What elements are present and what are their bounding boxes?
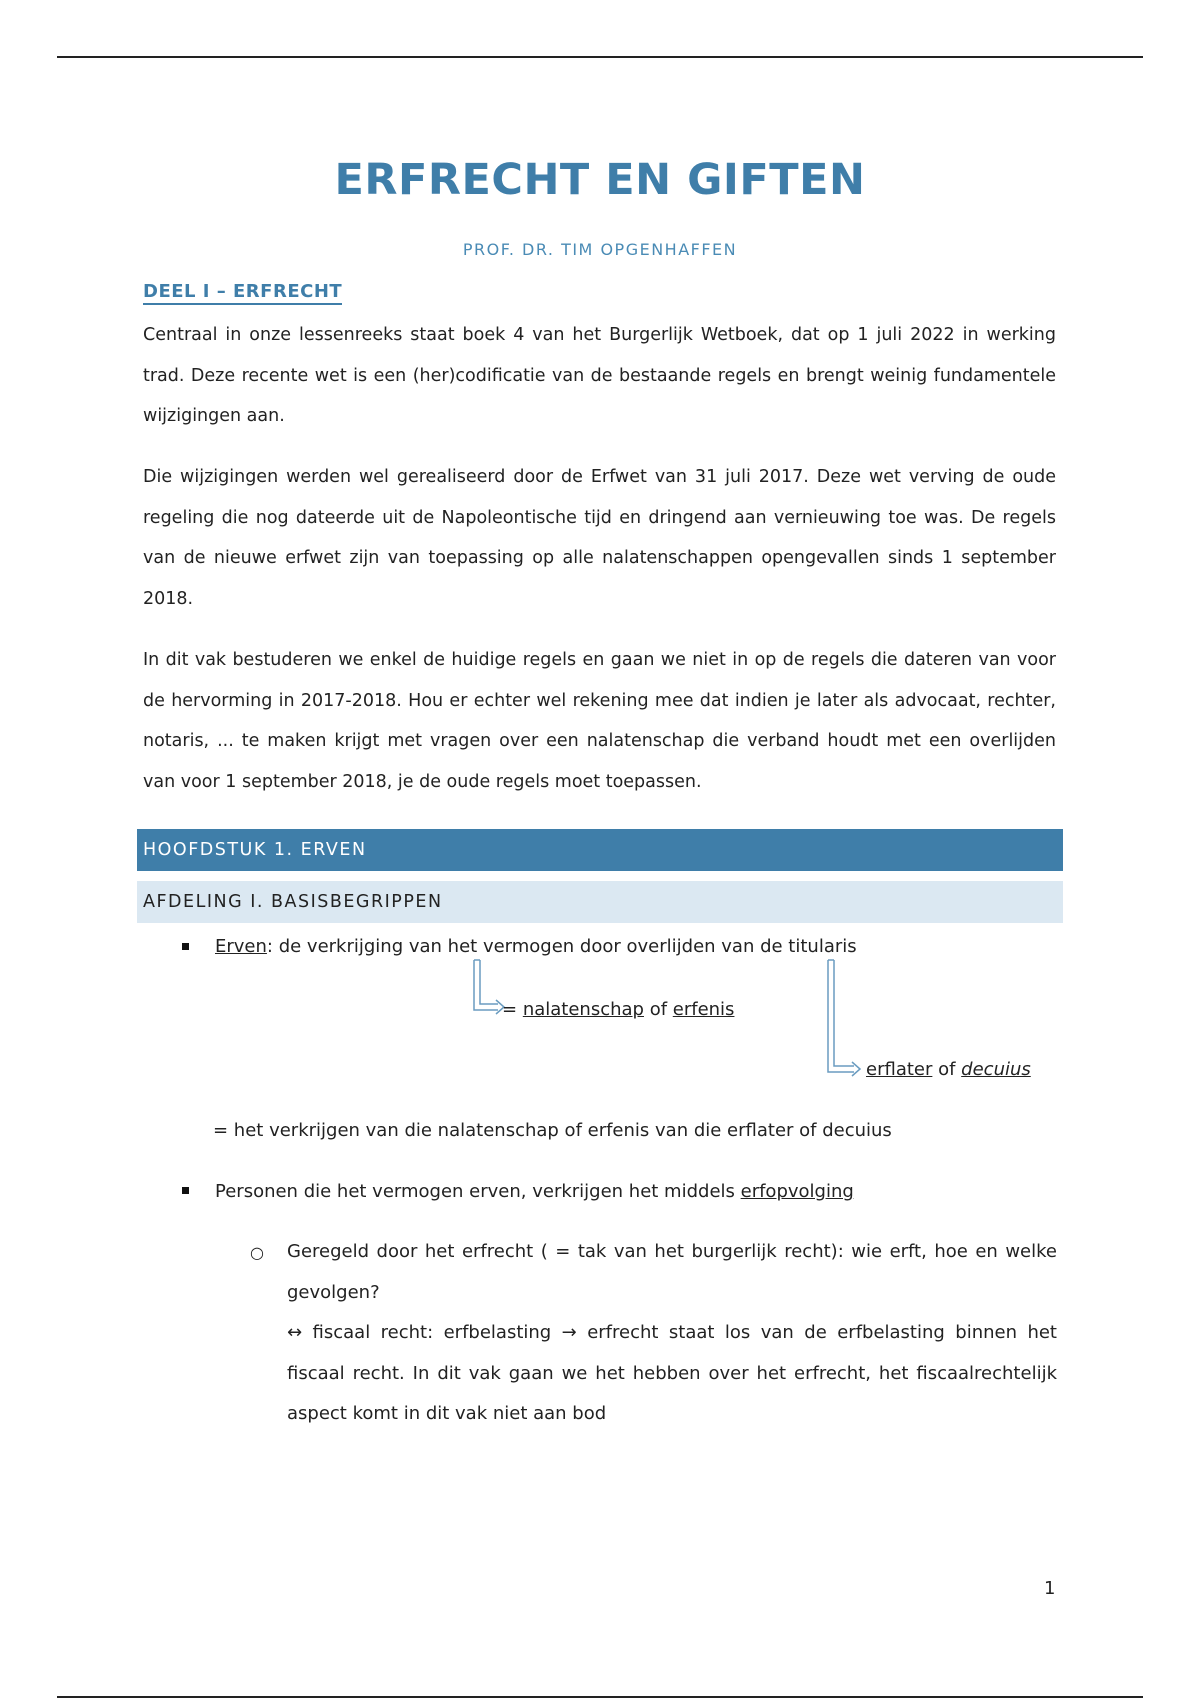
part-heading: DEEL I – ERFRECHT [143, 281, 342, 305]
circle-bullet-icon: ○ [250, 1243, 264, 1262]
square-bullet-icon [182, 943, 189, 950]
term-erven: Erven [215, 936, 267, 957]
arrow-erflater: erflater of decuius [866, 1059, 1031, 1080]
term-erfopvolging: erfopvolging [740, 1181, 854, 1202]
bent-arrow-icon [822, 958, 866, 1082]
section-heading: AFDELING I. BASISBEGRIPPEN [137, 881, 1063, 923]
bullet-erven [215, 935, 857, 959]
page-number: 1 [1044, 1578, 1056, 1599]
term-erfenis: erfenis [672, 999, 735, 1020]
header-rule [57, 56, 1143, 58]
paragraph-1: Centraal in onze lessenreeks staat boek 4 van het Burgerlijk Wetboek, dat op 1 juli 2022 in werking trad. Deze recente wet is een (her)codificatie van de bestaande regels en brengt weinig fundamentele wijzigingen aan. [143, 325, 1056, 426]
bullet-erfopvolging: Personen die het vermogen erven, verkrijgen het middels erfopvolging [215, 1181, 854, 1202]
erven-definition: : de verkrijging van het vermogen door overlijden van de titularis [266, 936, 857, 957]
chapter-heading: HOOFDSTUK 1. ERVEN [137, 829, 1063, 871]
term-decuius: decuius [961, 1059, 1031, 1080]
sub-bullet-line-2: ↔ fiscaal recht: erfbelasting → erfrecht staat los van de erfbelasting binnen het fiscaal recht. In dit vak gaan we het hebben over het erfrecht, het fiscaalrechtelijk aspect komt in dit vak niet aan bod [287, 1322, 1057, 1424]
document-author: PROF. DR. TIM OPGENHAFFEN [462, 240, 738, 259]
document-title: ERFRECHT EN GIFTEN [334, 155, 866, 205]
paragraph-3: In dit vak bestuderen we enkel de huidige regels en gaan we niet in op de regels die dateren van voor de hervorming in 2017-2018. Hou er echter wel rekening mee dat indien je later als advocaat, rechter, notaris, ... te maken krijgt met vragen over een nalatenschap die verband houdt met een overlijden van voor 1 september 2018, je de oude regels moet toepassen. [143, 650, 1056, 792]
sub-bullet-line-1: Geregeld door het erfrecht ( = tak van het burgerlijk recht): wie erft, hoe en welke gevolgen? [287, 1241, 1057, 1303]
paragraph-2: Die wijzigingen werden wel gerealiseerd door de Erfwet van 31 juli 2017. Deze wet verving de oude regeling die nog dateerde uit de Napoleontische tijd en dringend aan vernieuwing toe was. De regels van de nieuwe erfwet zijn van toepassing op alle nalatenschappen opengevallen sinds 1 september 2018. [143, 467, 1056, 609]
arrow-nalatenschap: = nalatenschap of erfenis [502, 999, 735, 1020]
term-nalatenschap: nalatenschap [522, 999, 644, 1020]
term-erflater: erflater [866, 1059, 933, 1080]
sub-bullet [287, 1232, 1057, 1435]
footer-rule [57, 1696, 1143, 1698]
square-bullet-icon [182, 1187, 189, 1194]
definition-line: = het verkrijgen van die nalatenschap of erfenis van die erflater of decuius [213, 1120, 892, 1141]
